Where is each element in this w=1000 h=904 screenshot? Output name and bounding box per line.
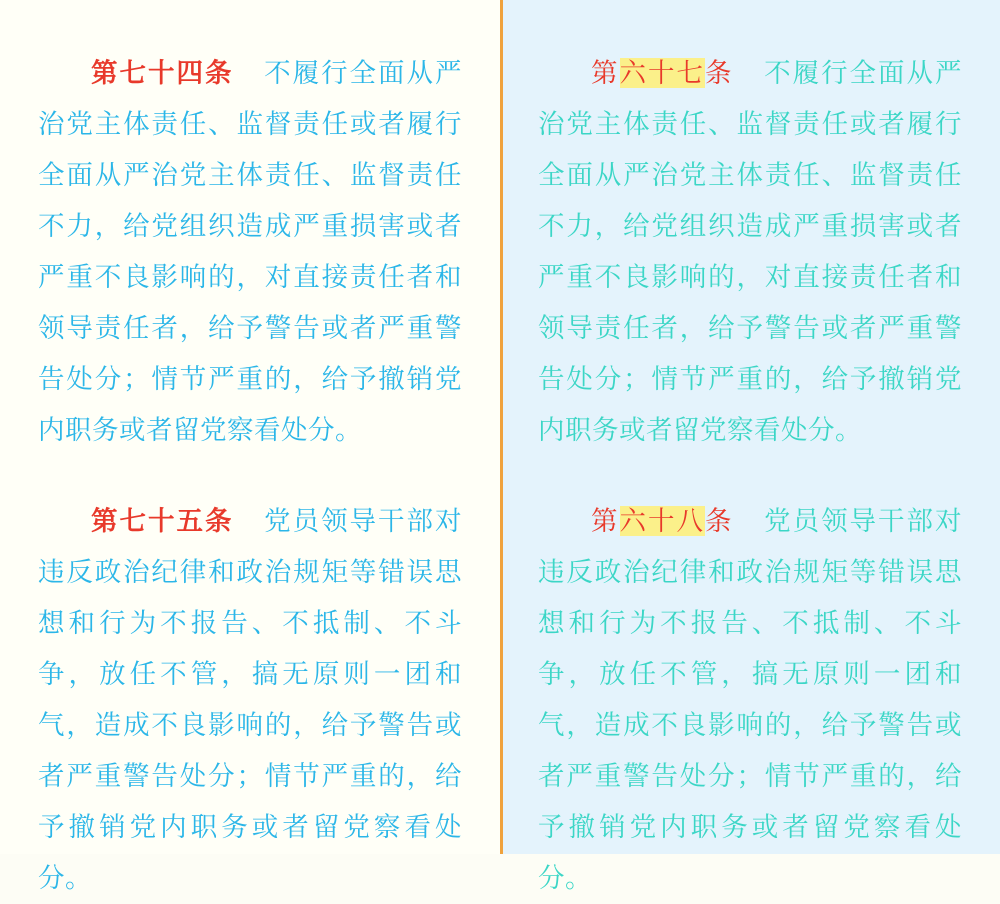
column-original [0,0,500,893]
article-75-number: 七十五 [119,506,205,536]
article-68-suffix: 条 [704,506,734,536]
article-75 [38,496,462,904]
article-68-number: 六十八 [619,506,705,536]
article-67-paragraph [538,48,962,456]
article-67-body: 不履行全面从严治党主体责任、监督责任或者履行全面从严治党主体责任、监督责任不力，给党组织造成严重损害或者严重不良影响的，对直接责任者和领导责任者，给予警告或者严重警告处分；情节严重的，给予撤销党内职务或者留党察看处分。 [538,58,963,445]
column-divider [500,0,503,854]
article-67-number: 六十七 [619,58,705,88]
article-68-body: 党员领导干部对违反政治纪律和政治规矩等错误思想和行为不报告、不抵制、不斗争，放任不管，搞无原则一团和气，造成不良影响的，给予警告或者严重警告处分；情节严重的，给予撤销党内职务或者留党察看处分。 [538,506,963,893]
article-68-prefix: 第 [591,506,620,536]
column-revised [500,0,1000,893]
article-68 [538,496,962,904]
article-74-prefix: 第 [91,58,120,88]
article-75-body: 党员领导干部对违反政治纪律和政治规矩等错误思想和行为不报告、不抵制、不斗争，放任不管，搞无原则一团和气，造成不良影响的，给予警告或者严重警告处分；情节严重的，给予撤销党内职务或者留党察看处分。 [38,506,463,893]
article-75-paragraph [38,496,462,904]
article-67-suffix: 条 [704,58,734,88]
article-67 [538,48,962,456]
article-74-paragraph [38,48,462,456]
article-74 [38,48,462,456]
article-67-prefix: 第 [591,58,620,88]
article-74-body: 不履行全面从严治党主体责任、监督责任或者履行全面从严治党主体责任、监督责任不力，给党组织造成严重损害或者严重不良影响的，对直接责任者和领导责任者，给予警告或者严重警告处分；情节严重的，给予撤销党内职务或者留党察看处分。 [38,58,463,445]
article-75-suffix: 条 [204,506,234,536]
article-68-paragraph [538,496,962,904]
article-74-number: 七十四 [119,58,205,88]
article-75-prefix: 第 [91,506,120,536]
article-74-suffix: 条 [204,58,234,88]
